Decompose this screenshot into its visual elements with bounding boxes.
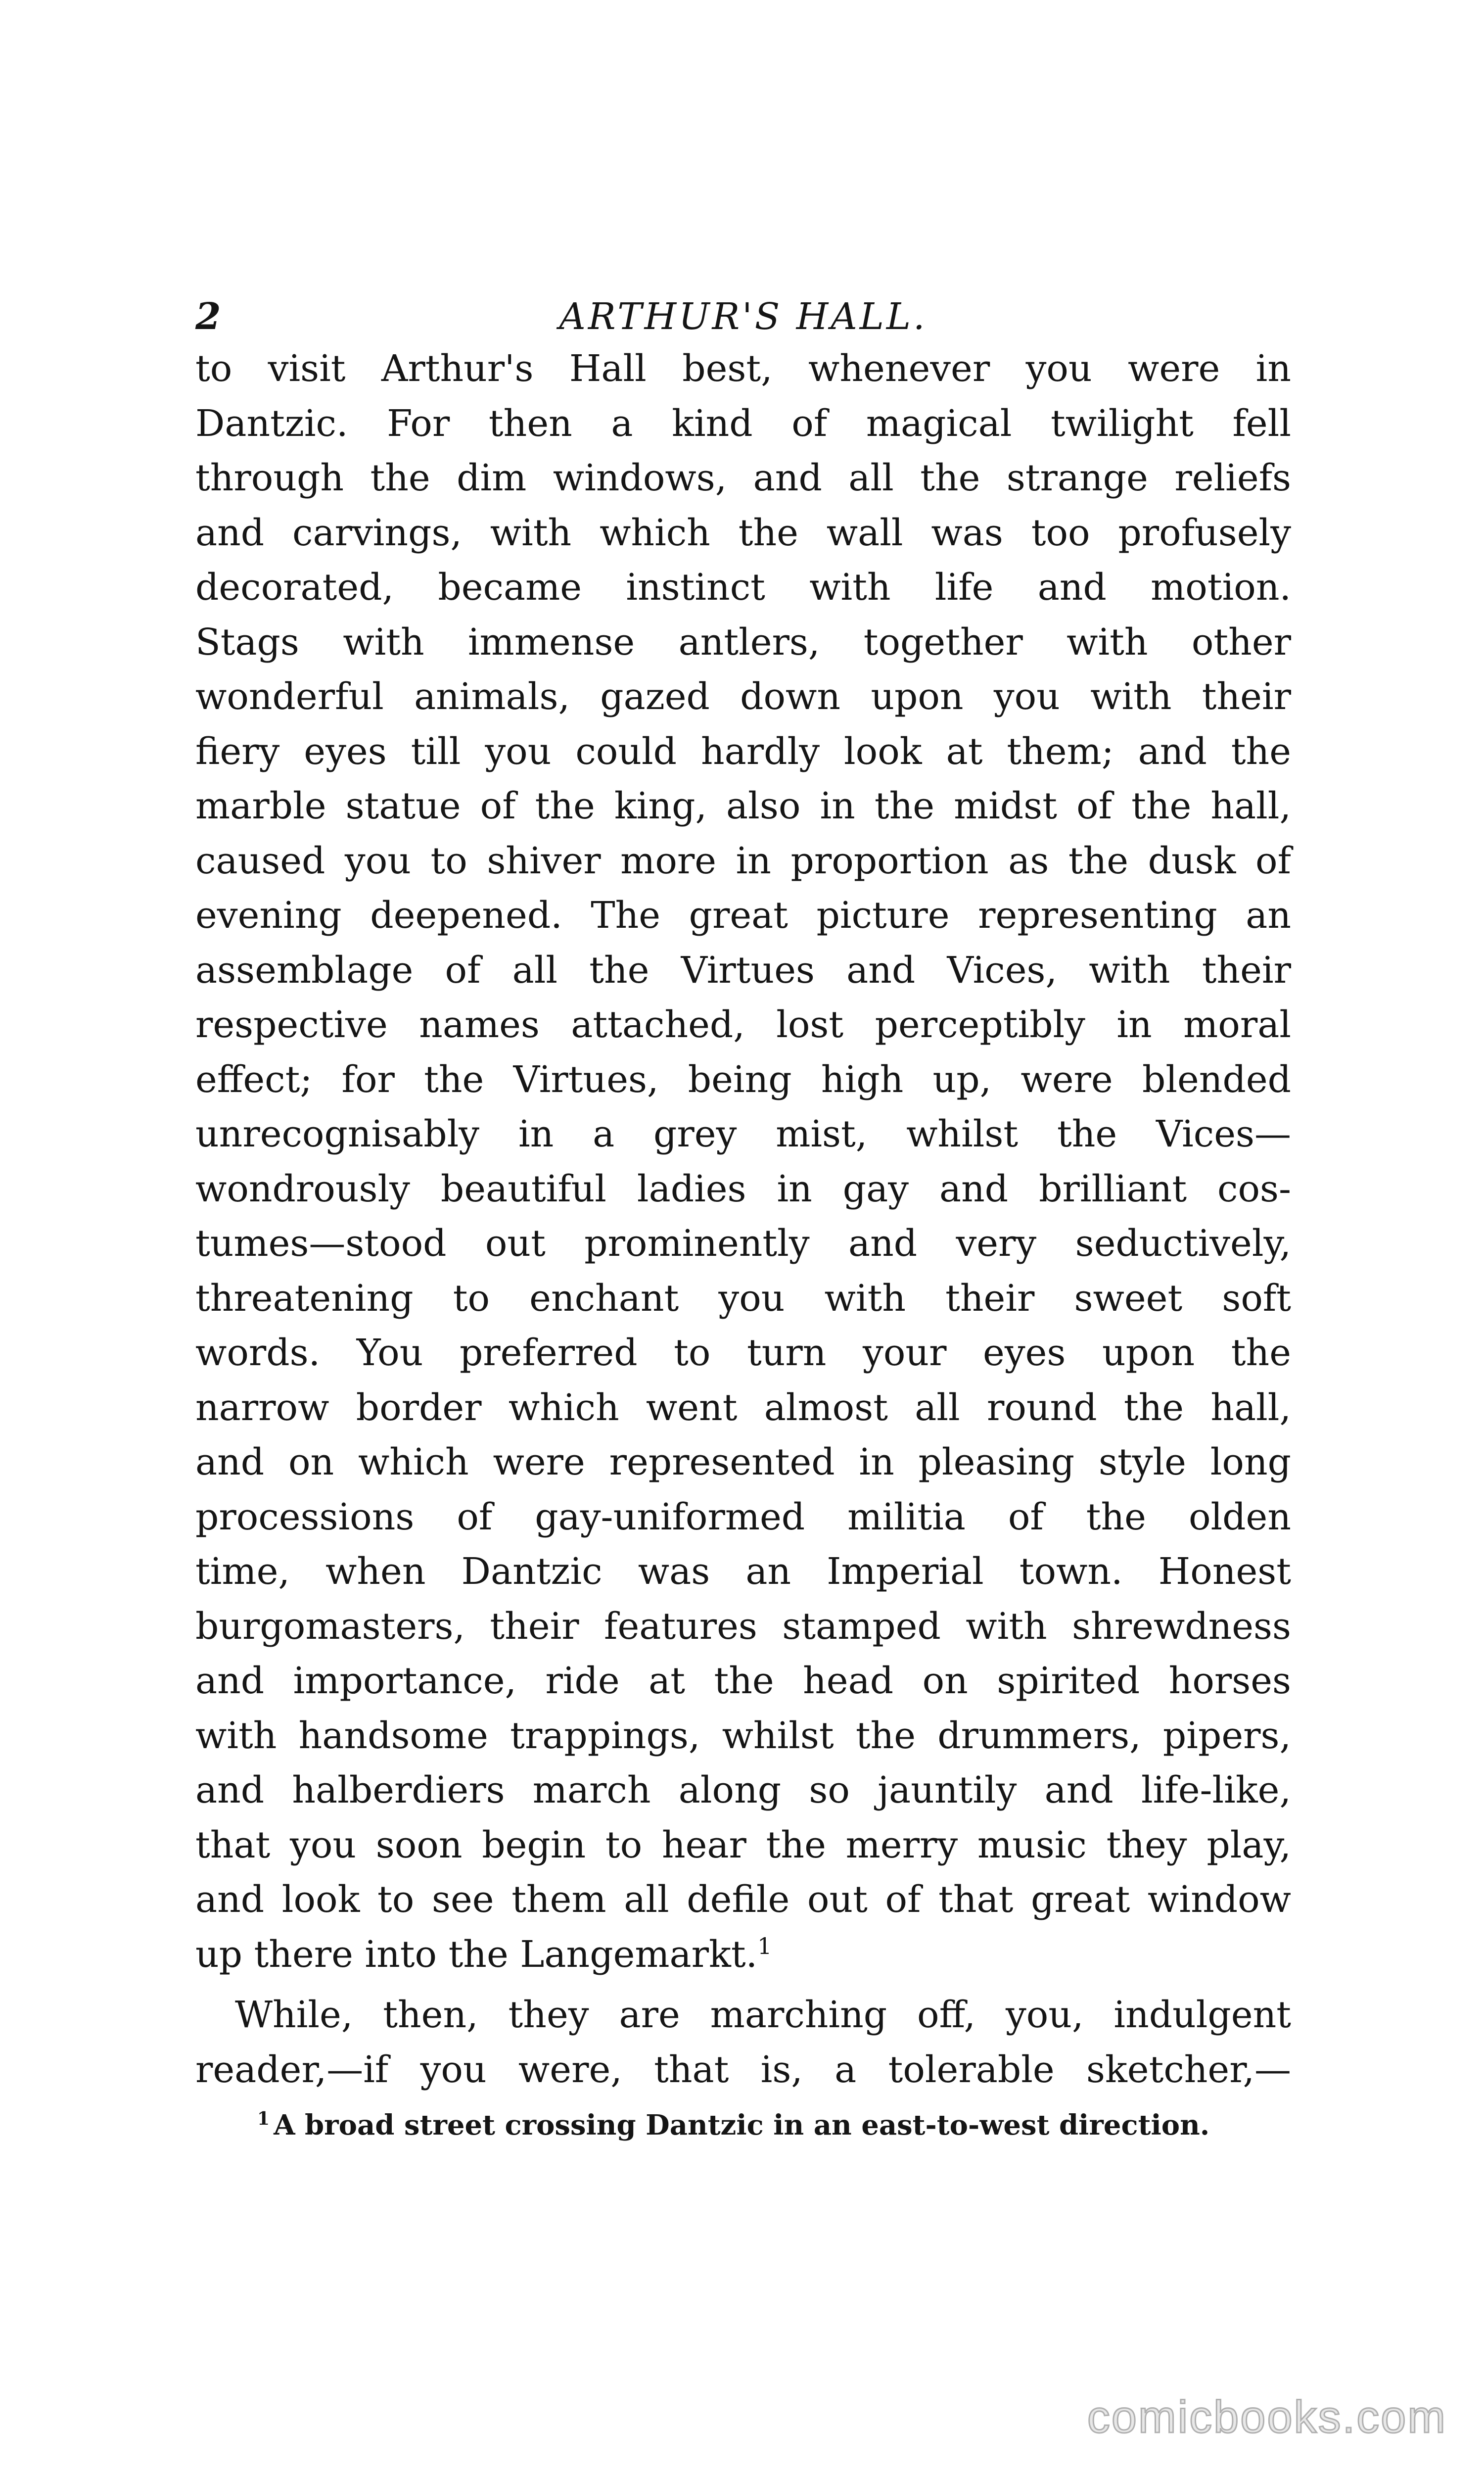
text-line: narrow border which went almost all round the hall, <box>195 1386 1291 1429</box>
text-line: respective names attached, lost perceptibly in moral <box>195 1003 1291 1046</box>
text-line-indented: While, then, they are marching off, you, indulgent <box>235 1994 1291 2036</box>
text-line: to visit Arthur's Hall best, whenever you were in <box>195 347 1291 390</box>
text-line: burgomasters, their features stamped with shrewdness <box>195 1605 1291 1648</box>
text-line: with handsome trappings, whilst the drummers, pipers, <box>195 1714 1291 1757</box>
text-line: words. You preferred to turn your eyes upon the <box>195 1332 1291 1374</box>
text-line: wondrously beautiful ladies in gay and brilliant cos- <box>195 1167 1291 1210</box>
footnote-mark: 1 <box>257 2108 270 2129</box>
running-title: ARTHUR'S HALL. <box>559 295 928 338</box>
text-line: unrecognisably in a grey mist, whilst the Vices— <box>195 1113 1291 1155</box>
paragraph-gap <box>195 1982 1291 1988</box>
text-line: that you soon begin to hear the merry music they play, <box>195 1823 1291 1866</box>
text-line: and halberdiers march along so jauntily and life-like, <box>195 1769 1291 1811</box>
page-number: 2 <box>195 295 221 338</box>
text-line-content: up there into the Langemarkt. <box>195 1933 758 1976</box>
watermark: comicbooks.com <box>1087 2392 1447 2442</box>
text-line: tumes—stood out prominently and very seductively, <box>195 1222 1291 1265</box>
text-line: decorated, became instinct with life and motion. <box>195 566 1291 609</box>
text-line: time, when Dantzic was an Imperial town. Honest <box>195 1550 1291 1593</box>
text-line: and look to see them all defile out of that great window <box>195 1878 1291 1921</box>
paragraph-continued <box>195 341 1291 1982</box>
footnote-reference[interactable]: 1 <box>757 1932 772 1959</box>
text-line: processions of gay-uniformed militia of the olden <box>195 1495 1291 1538</box>
running-head <box>195 287 1291 346</box>
footnote-text: A broad street crossing Dantzic in an east-to-west direction. <box>274 2109 1210 2141</box>
text-line: through the dim windows, and all the strange reliefs <box>195 457 1291 499</box>
text-line: effect; for the Virtues, being high up, were blended <box>195 1058 1291 1101</box>
text-line: and importance, ride at the head on spirited horses <box>195 1660 1291 1702</box>
footnote <box>257 2105 1247 2145</box>
text-line: caused you to shiver more in proportion as the dusk of <box>195 839 1291 882</box>
text-line: marble statue of the king, also in the midst of the hall, <box>195 785 1291 827</box>
text-line: and on which were represented in pleasing style long <box>195 1441 1291 1483</box>
text-line: Stags with immense antlers, together with other <box>195 620 1291 664</box>
text-line: and carvings, with which the wall was too profusely <box>195 511 1291 554</box>
text-line: threatening to enchant you with their sweet soft <box>195 1277 1291 1320</box>
text-line: reader,—if you were, that is, a tolerable sketcher,— <box>195 2048 1291 2091</box>
text-line: wonderful animals, gazed down upon you with their <box>195 675 1291 718</box>
text-line-last <box>195 1927 1291 1982</box>
text-line: Dantzic. For then a kind of magical twilight fell <box>195 402 1291 445</box>
body-text <box>195 341 1291 2097</box>
text-line: fiery eyes till you could hardly look at them; and the <box>195 730 1291 773</box>
paragraph-next <box>195 1988 1291 2097</box>
text-line: assemblage of all the Virtues and Vices, with their <box>195 949 1291 992</box>
text-line: evening deepened. The great picture representing an <box>195 894 1291 937</box>
